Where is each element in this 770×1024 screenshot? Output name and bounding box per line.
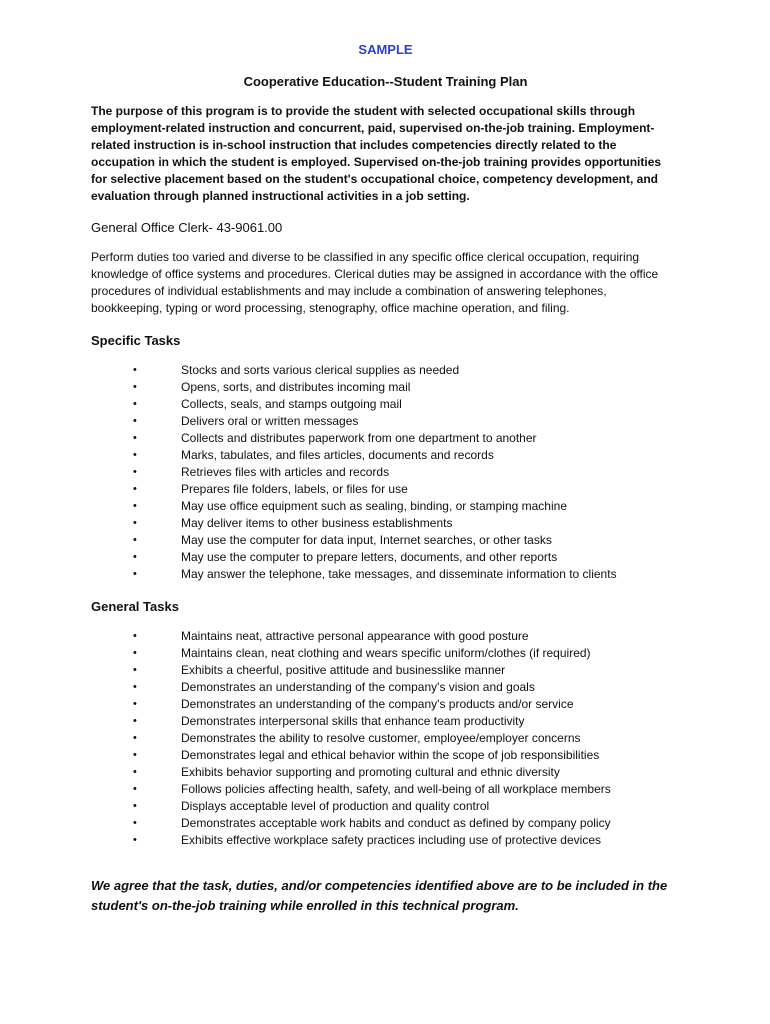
general-tasks-list [91, 628, 680, 849]
occupation-description: Perform duties too varied and diverse to be classified in any specific office clerical occupation, requiring knowledge of office systems and procedures. Clerical duties may be assigned in accordance with the office procedures of individual establishments and may include a combination of answering telephones, bookkeeping, typing or word processing, stenography, office machine operation, and filing. [91, 250, 659, 315]
bullet-icon: • [133, 681, 137, 693]
task-list-item [91, 430, 680, 447]
task-text: Exhibits behavior supporting and promoting cultural and ethnic diversity [181, 765, 560, 779]
bullet-icon: • [133, 834, 137, 846]
bullet-icon: • [133, 783, 137, 795]
task-text: Demonstrates acceptable work habits and conduct as defined by company policy [181, 816, 611, 830]
task-list-item [91, 815, 680, 832]
bullet-icon: • [133, 715, 137, 727]
bullet-icon: • [133, 534, 137, 546]
task-list-item [91, 566, 680, 583]
task-list-item [91, 747, 680, 764]
task-list-item [91, 628, 680, 645]
task-text: Exhibits effective workplace safety practices including use of protective devices [181, 833, 601, 847]
task-text: Demonstrates interpersonal skills that enhance team productivity [181, 714, 525, 728]
task-list-item [91, 379, 680, 396]
bullet-icon: • [133, 381, 137, 393]
specific-tasks-heading: Specific Tasks [91, 333, 181, 348]
task-list-item [91, 396, 680, 413]
task-text: Maintains neat, attractive personal appearance with good posture [181, 629, 529, 643]
task-text: Prepares file folders, labels, or files for use [181, 482, 408, 496]
task-text: May use the computer to prepare letters, documents, and other reports [181, 550, 558, 564]
task-list-item [91, 645, 680, 662]
task-list-item [91, 481, 680, 498]
task-list-item [91, 696, 680, 713]
bullet-icon: • [133, 551, 137, 563]
task-text: Collects and distributes paperwork from one department to another [181, 431, 537, 445]
task-list-item [91, 832, 680, 849]
occupation-title: General Office Clerk- 43-9061.00 [91, 220, 283, 235]
task-list-item [91, 764, 680, 781]
bullet-icon: • [133, 647, 137, 659]
task-list-item [91, 730, 680, 747]
purpose-paragraph: The purpose of this program is to provide the student with selected occupational skills through employment-related instruction and concurrent, paid, supervised on-the-job training. Employment-related instruction is in-school instruction that includes competencies directly related to the occupation in which the student is employed. Supervised on-the-job training provides opportunities for selective placement based on the student's occupational choice, competency development, and evaluation through planned instructional activities in a job setting. [91, 104, 662, 203]
task-text: Follows policies affecting health, safety, and well-being of all workplace members [181, 782, 611, 796]
task-list-item [91, 798, 680, 815]
task-list-item [91, 532, 680, 549]
task-text: Demonstrates an understanding of the company's products and/or service [181, 697, 574, 711]
bullet-icon: • [133, 415, 137, 427]
bullet-icon: • [133, 732, 137, 744]
agreement-statement: We agree that the task, duties, and/or competencies identified above are to be included in the student's on-the-job training while enrolled in this technical program. [91, 878, 668, 913]
task-list-item [91, 464, 680, 481]
task-list-item [91, 447, 680, 464]
task-list-item [91, 549, 680, 566]
task-list-item [91, 498, 680, 515]
bullet-icon: • [133, 466, 137, 478]
bullet-icon: • [133, 449, 137, 461]
task-text: Delivers oral or written messages [181, 414, 359, 428]
task-text: Collects, seals, and stamps outgoing mail [181, 397, 402, 411]
task-list-item [91, 781, 680, 798]
bullet-icon: • [133, 398, 137, 410]
task-text: Exhibits a cheerful, positive attitude and businesslike manner [181, 663, 506, 677]
document-title: Cooperative Education--Student Training Plan [243, 74, 528, 89]
bullet-icon: • [133, 500, 137, 512]
task-text: May use the computer for data input, Internet searches, or other tasks [181, 533, 552, 547]
task-text: Demonstrates an understanding of the company's vision and goals [181, 680, 535, 694]
task-text: Demonstrates legal and ethical behavior within the scope of job responsibilities [181, 748, 600, 762]
task-text: Marks, tabulates, and files articles, documents and records [181, 448, 494, 462]
task-text: Opens, sorts, and distributes incoming mail [181, 380, 411, 394]
task-text: May deliver items to other business establishments [181, 516, 453, 530]
task-text: Stocks and sorts various clerical supplies as needed [181, 363, 460, 377]
task-list-item [91, 713, 680, 730]
bullet-icon: • [133, 630, 137, 642]
bullet-icon: • [133, 664, 137, 676]
bullet-icon: • [133, 517, 137, 529]
task-text: May answer the telephone, take messages, and disseminate information to clients [181, 567, 617, 581]
task-list-item [91, 662, 680, 679]
task-text: Demonstrates the ability to resolve customer, employee/employer concerns [181, 731, 581, 745]
general-tasks-heading: General Tasks [91, 599, 179, 614]
task-list-item [91, 413, 680, 430]
bullet-icon: • [133, 766, 137, 778]
bullet-icon: • [133, 749, 137, 761]
bullet-icon: • [133, 483, 137, 495]
task-list-item [91, 679, 680, 696]
specific-tasks-list [91, 362, 680, 583]
sample-label: SAMPLE [358, 42, 413, 57]
task-text: Retrieves files with articles and records [181, 465, 390, 479]
bullet-icon: • [133, 432, 137, 444]
bullet-icon: • [133, 364, 137, 376]
task-text: May use office equipment such as sealing, binding, or stamping machine [181, 499, 567, 513]
task-text: Maintains clean, neat clothing and wears specific uniform/clothes (if required) [181, 646, 591, 660]
bullet-icon: • [133, 800, 137, 812]
bullet-icon: • [133, 817, 137, 829]
bullet-icon: • [133, 568, 137, 580]
task-list-item [91, 362, 680, 379]
task-list-item [91, 515, 680, 532]
bullet-icon: • [133, 698, 137, 710]
task-text: Displays acceptable level of production and quality control [181, 799, 490, 813]
